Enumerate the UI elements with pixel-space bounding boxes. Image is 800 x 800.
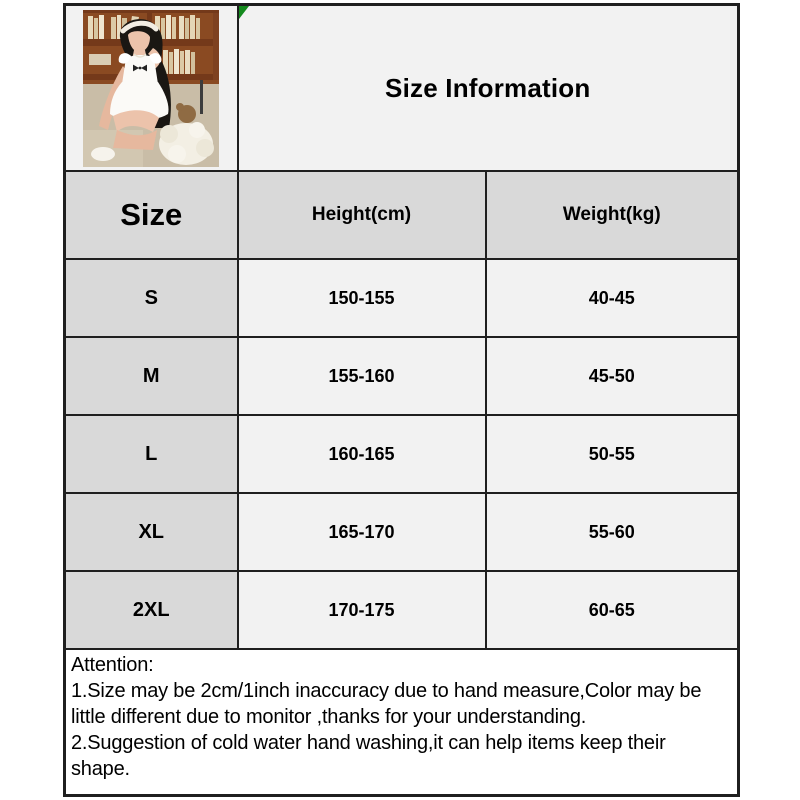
table-row-xl — [65, 493, 739, 571]
title-cell — [238, 5, 739, 172]
col-header-weight: Weight(kg) — [486, 171, 739, 259]
weight-value: 60-65 — [486, 571, 739, 649]
table-row-l — [65, 415, 739, 493]
table-row-m — [65, 337, 739, 415]
height-value: 160-165 — [238, 415, 486, 493]
weight-value: 40-45 — [486, 259, 739, 337]
size-label: 2XL — [65, 571, 238, 649]
attention-heading: Attention: — [71, 654, 154, 676]
page-title: Size Information — [385, 72, 591, 103]
col-header-size: Size — [65, 171, 238, 259]
size-label: S — [65, 259, 238, 337]
height-value: 170-175 — [238, 571, 486, 649]
size-label: M — [65, 337, 238, 415]
table-header-row — [65, 171, 739, 259]
size-label: XL — [65, 493, 238, 571]
product-photo — [83, 10, 219, 167]
attention-row — [65, 649, 739, 796]
table-row-s — [65, 259, 739, 337]
height-value: 165-170 — [238, 493, 486, 571]
top-row — [65, 5, 739, 172]
size-table — [63, 3, 740, 797]
height-value: 155-160 — [238, 337, 486, 415]
product-photo-cell — [65, 5, 238, 172]
col-header-height: Height(cm) — [238, 171, 486, 259]
attention-note — [65, 649, 739, 796]
size-label: L — [65, 415, 238, 493]
table-row-2xl — [65, 571, 739, 649]
corner-marker — [239, 6, 249, 19]
weight-value: 50-55 — [486, 415, 739, 493]
attention-note-1: 1.Size may be 2cm/1inch inaccuracy due to hand measure,Color may be little different due to monitor ,thanks for your understanding. — [71, 680, 702, 728]
weight-value: 45-50 — [486, 337, 739, 415]
weight-value: 55-60 — [486, 493, 739, 571]
attention-note-2: 2.Suggestion of cold water hand washing,it can help items keep their shape. — [71, 732, 666, 780]
size-chart-sheet — [63, 3, 737, 797]
height-value: 150-155 — [238, 259, 486, 337]
